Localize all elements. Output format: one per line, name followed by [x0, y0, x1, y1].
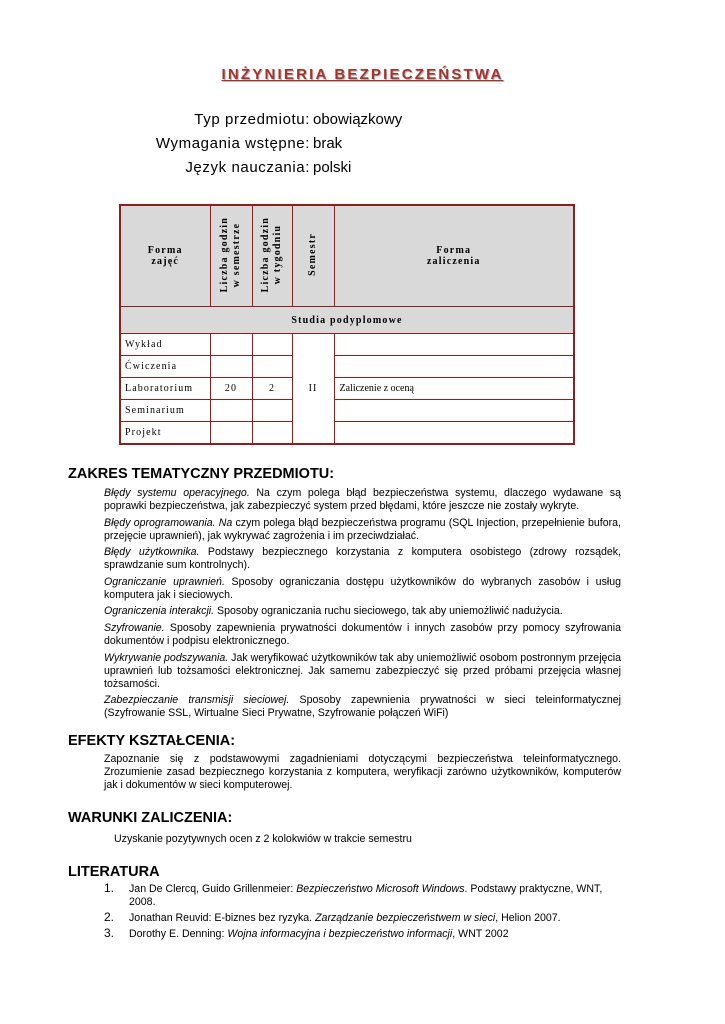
meta-value: obowiązkowy: [313, 111, 403, 128]
row-semester: II: [292, 334, 334, 445]
row-zaliczenie: [334, 422, 574, 445]
item-title: Zarządzanie bezpieczeństwem w sieci: [315, 912, 496, 924]
topic-title: Szyfrowanie.: [104, 621, 165, 634]
header-forma-zajec: [120, 205, 210, 307]
topic-title: Błędy oprogramowania. Na: [104, 516, 233, 529]
topic-item: [104, 694, 621, 720]
topic-title: Ograniczanie uprawnień.: [104, 575, 225, 588]
table-row: [120, 400, 574, 422]
literature-list: [104, 883, 614, 944]
row-hours-week: [252, 400, 292, 422]
topic-item: [104, 487, 621, 513]
topic-item: [104, 517, 621, 543]
topic-title: Ograniczenia interakcji.: [104, 605, 215, 618]
row-hours-semester: [210, 334, 252, 356]
topic-item: [104, 546, 621, 572]
meta-value: polski: [313, 159, 352, 176]
section-heading-zakres: ZAKRES TEMATYCZNY PRZEDMIOTU:: [68, 466, 335, 482]
table-header-row: [120, 205, 574, 307]
section-label: Studia podyplomowe: [120, 307, 574, 334]
item-title: Wojna informacyjna i bezpieczeństwo informacji: [227, 928, 453, 940]
list-item: [104, 912, 614, 925]
header-text: zajęć: [151, 256, 180, 267]
row-hours-week: [252, 422, 292, 445]
topic-text: Na czym polega błąd bezpieczeństwa systemu, dlaczego wydawane są poprawki bezpieczeństwa, jak zabezpieczyć system przed błędami, które jeszcze nie zostały wykryte.: [104, 487, 621, 512]
section-heading-warunki: WARUNKI ZALICZENIA:: [68, 810, 233, 826]
topic-text: czym polega błąd bezpieczeństwa programu (SQL Injection, przepełnienie bufora, przejęcie uprawnień), jak wykrywać zagrożenia i im przeciwdziałać.: [104, 516, 621, 542]
topic-text: Sposoby zapewnienia prywatności dokumentów i innych zasobów przy pomocy szyfrowania dokumentów i podpisu elektronicznego.: [104, 621, 621, 647]
row-name: Ćwiczenia: [120, 356, 210, 378]
table-row: [120, 378, 574, 400]
topic-item: [104, 622, 621, 648]
header-text: zaliczenia: [426, 256, 481, 267]
item-rest: , WNT 2002: [452, 928, 509, 940]
header-text: Liczba godzin: [219, 216, 230, 293]
item-number: 1.: [104, 881, 115, 895]
topic-text: Sposoby ograniczania dostępu użytkowników do wybranych zasobów i usług komputera jak i sieciowych.: [104, 575, 621, 601]
item-author: Jan De Clercq, Guido Grillenmeier:: [129, 883, 297, 895]
meta-language: [60, 159, 351, 176]
list-item: [104, 883, 614, 909]
conditions-text: Uzyskanie pozytywnych ocen z 2 kolokwiów w trakcie semestru: [114, 833, 412, 845]
topic-title: Wykrywanie podszywania.: [104, 651, 229, 664]
row-name: Seminarium: [120, 400, 210, 422]
meta-label: Typ przedmiotu:: [194, 111, 310, 128]
header-text: Forma: [147, 245, 183, 256]
item-number: 2.: [104, 910, 115, 924]
topic-text: Sposoby zapewnienia prywatności w sieci teleinformatycznej (Szyfrowanie SSL, Wirtualne Sieci Prywatne, Szyfrowanie połączeń WiFi): [104, 694, 621, 720]
item-number: 3.: [104, 926, 115, 940]
topic-text: Podstawy bezpiecznego korzystania z komputera osobistego (zdrowy rozsądek, sprawdzanie sum kontrolnych).: [104, 546, 621, 572]
header-text: Liczba godzin: [260, 216, 271, 293]
row-name: Wykład: [120, 334, 210, 356]
header-godziny-tydzien: [252, 205, 292, 307]
topic-title: Zabezpieczanie transmisji sieciowej.: [104, 694, 290, 707]
header-semestr: [292, 205, 334, 307]
meta-course-type: [60, 111, 402, 128]
meta-prerequisites: [60, 135, 342, 152]
item-rest: , Helion 2007.: [495, 912, 561, 924]
effects-text: Zapoznanie się z podstawowymi zagadnieniami dotyczącymi bezpieczeństwa teleinformatycznego. Zrozumienie zasad bezpiecznego korzystania z komputera, weryfikacji zarówno użytkowników, komputerów jak i dokumentów w sieci komputerowej.: [104, 753, 621, 791]
row-hours-semester: [210, 356, 252, 378]
header-text: w tygodniu: [272, 224, 283, 285]
table-row: [120, 356, 574, 378]
item-author: Jonathan Reuvid: E-biznes bez ryzyka.: [129, 912, 316, 924]
item-author: Dorothy E. Denning:: [129, 928, 228, 940]
item-rest: . Podstawy praktyczne, WNT, 2008.: [129, 883, 603, 908]
section-heading-literatura: LITERATURA: [68, 864, 160, 880]
table-section-row: [120, 307, 574, 334]
row-hours-week: [252, 334, 292, 356]
table-row: [120, 422, 574, 445]
row-zaliczenie: [334, 356, 574, 378]
schedule-table: [119, 204, 575, 445]
row-zaliczenie: Zaliczenie z oceną: [334, 378, 574, 400]
header-forma-zaliczenia: [334, 205, 574, 307]
meta-value: brak: [313, 135, 343, 152]
header-text: Forma: [436, 245, 472, 256]
document-title: INŻYNIERIA BEZPIECZEŃSTWA: [221, 66, 504, 83]
item-title: Bezpieczeństwo Microsoft Windows: [296, 883, 465, 895]
row-zaliczenie: [334, 400, 574, 422]
meta-label: Wymagania wstępne:: [155, 135, 310, 152]
topic-title: Błędy użytkownika.: [104, 546, 200, 559]
row-hours-semester: 20: [210, 378, 252, 400]
topic-title: Błędy systemu operacyjnego.: [104, 487, 250, 499]
topic-text: Jak weryfikować użytkowników tak aby uniemożliwić osobom postronnym przejęcia uprawnień lub tożsamości elektronicznej. Jak samemu zabezpieczyć się przed próbami przejęcia własnej tożsamości.: [104, 651, 621, 690]
section-heading-efekty: EFEKTY KSZTAŁCENIA:: [68, 733, 236, 749]
header-text: Semestr: [307, 233, 318, 276]
row-name: Projekt: [120, 422, 210, 445]
topic-item: [104, 652, 621, 691]
row-hours-week: 2: [252, 378, 292, 400]
row-zaliczenie: [334, 334, 574, 356]
topic-item: [104, 605, 621, 618]
topic-item: [104, 576, 621, 602]
meta-label: Język nauczania:: [185, 159, 310, 176]
row-hours-semester: [210, 400, 252, 422]
row-name: Laboratorium: [120, 378, 210, 400]
header-godziny-semestr: [210, 205, 252, 307]
header-text: w semestrze: [231, 222, 242, 287]
row-hours-week: [252, 356, 292, 378]
topics-list: [104, 487, 621, 724]
row-hours-semester: [210, 422, 252, 445]
topic-text: Sposoby ograniczania ruchu sieciowego, tak aby uniemożliwić nadużycia.: [214, 605, 563, 618]
list-item: [104, 928, 614, 941]
table-row: [120, 334, 574, 356]
